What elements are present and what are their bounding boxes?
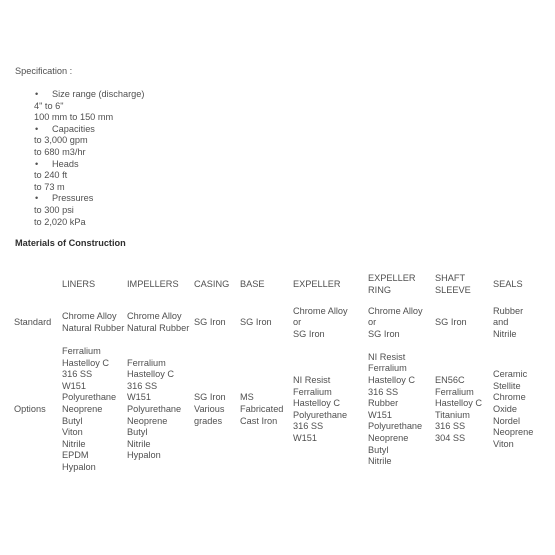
spec-item-value: to 73 m xyxy=(34,181,65,192)
cell-line: Chrome Alloy xyxy=(62,311,117,322)
cell-line: SG Iron xyxy=(435,317,467,328)
cell-line: Stellite xyxy=(493,380,521,391)
table-header-row xyxy=(14,270,546,300)
column-header-label: EXPELLER RING xyxy=(368,273,416,295)
cell-line: SG Iron xyxy=(368,328,400,339)
spec-item xyxy=(34,159,334,194)
cell-line: W151 xyxy=(127,392,152,403)
cell-line: W151 xyxy=(293,432,318,443)
table-cell xyxy=(127,346,194,474)
cell-line: Butyl xyxy=(368,444,389,455)
spec-item-value: to 300 psi xyxy=(34,204,74,215)
cell-line: SG Iron xyxy=(194,392,226,403)
cell-line: and xyxy=(493,317,509,328)
column-header: CASING xyxy=(194,279,230,290)
spec-item xyxy=(34,89,334,124)
bullet-icon: • xyxy=(35,158,39,169)
cell-line: Nitrile xyxy=(368,456,392,467)
cell-line: Titanium xyxy=(435,409,470,420)
table-cell xyxy=(493,346,546,474)
cell-line: Ferralium xyxy=(368,363,407,374)
cell-line: Hastelloy C xyxy=(435,398,482,409)
materials-table xyxy=(14,270,546,474)
cell-line: SG Iron xyxy=(293,328,325,339)
specification-label: Specification : xyxy=(15,66,73,76)
cell-line: SG Iron xyxy=(240,317,272,328)
cell-line: Hastelloy C xyxy=(368,374,415,385)
cell-line: NI Resist xyxy=(368,351,406,362)
cell-line: MS xyxy=(240,392,254,403)
cell-line: Neoprene xyxy=(493,427,534,438)
table-cell xyxy=(368,346,435,474)
cell-line: Cast Iron xyxy=(240,415,278,426)
spec-item-value: to 680 m3/hr xyxy=(34,146,86,157)
column-header xyxy=(368,270,435,300)
cell-line: Butyl xyxy=(62,415,83,426)
spec-item xyxy=(34,193,334,228)
cell-line: Oxide xyxy=(493,403,518,414)
cell-line: Neoprene xyxy=(62,403,103,414)
table-cell xyxy=(194,300,240,346)
materials-heading: Materials of Construction xyxy=(15,238,126,248)
cell-line: Rubber xyxy=(493,305,524,316)
cell-line: or xyxy=(368,317,377,328)
table-row xyxy=(14,300,546,346)
spec-item-label: Pressures xyxy=(52,193,94,204)
cell-line: 316 SS xyxy=(62,369,93,380)
cell-line: Hypalon xyxy=(62,461,96,472)
spec-item-label: Capacities xyxy=(52,123,95,134)
spec-item-value: to 3,000 gpm xyxy=(34,135,88,146)
spec-item xyxy=(34,124,334,159)
column-header-label: SHAFT SLEEVE xyxy=(435,273,471,295)
table-cell xyxy=(62,346,127,474)
table-cell xyxy=(127,300,194,346)
column-header: BASE xyxy=(240,279,265,290)
row-label: Standard xyxy=(14,317,52,328)
cell-line: Rubber xyxy=(368,398,399,409)
cell-line: or xyxy=(293,317,302,328)
cell-line: Hastelloy C xyxy=(293,398,340,409)
table-cell xyxy=(62,300,127,346)
cell-line: Chrome xyxy=(493,392,526,403)
specification-list xyxy=(34,89,334,228)
cell-line: Ceramic xyxy=(493,369,528,380)
cell-line: Chrome Alloy xyxy=(368,305,423,316)
cell-line: Neoprene xyxy=(368,432,409,443)
cell-line: Nitrile xyxy=(127,438,151,449)
cell-line: 316 SS xyxy=(127,380,158,391)
cell-line: Hastelloy C xyxy=(127,369,174,380)
column-header: EXPELLER xyxy=(293,279,341,290)
column-header: LINERS xyxy=(62,279,96,290)
cell-line: Various xyxy=(194,403,225,414)
bullet-icon: • xyxy=(35,89,39,99)
cell-line: Natural Rubber xyxy=(62,323,125,333)
table-cell xyxy=(240,346,293,474)
cell-line: Natural Rubber xyxy=(127,323,190,333)
spec-item-value: to 2,020 kPa xyxy=(34,216,86,227)
cell-line: Ferralium xyxy=(435,386,474,397)
column-header: SEALS xyxy=(493,279,523,290)
row-label: Options xyxy=(14,403,46,414)
cell-line: Chrome Alloy xyxy=(293,305,348,316)
table-cell xyxy=(293,300,368,346)
spec-item-label: Size range (discharge) xyxy=(52,89,145,99)
cell-line: Ferralium xyxy=(62,346,101,356)
table-cell xyxy=(368,300,435,346)
cell-line: 316 SS xyxy=(435,421,466,432)
cell-line: Ferralium xyxy=(127,357,166,368)
spec-item-value: to 240 ft xyxy=(34,170,68,181)
table-cell xyxy=(493,300,546,346)
cell-line: Nitrile xyxy=(62,438,86,449)
bullet-icon: • xyxy=(35,123,39,134)
cell-line: 316 SS xyxy=(293,421,324,432)
table-cell xyxy=(240,300,293,346)
cell-line: EPDM xyxy=(62,450,89,461)
cell-line: Polyurethane xyxy=(293,409,348,420)
spec-item-label: Heads xyxy=(52,158,79,169)
column-header xyxy=(14,270,62,300)
cell-line: Polyurethane xyxy=(368,421,423,432)
cell-line: 316 SS xyxy=(368,386,399,397)
table-cell xyxy=(293,346,368,474)
cell-line: Polyurethane xyxy=(62,392,117,403)
cell-line: Hastelloy C xyxy=(62,357,109,368)
table-row xyxy=(14,346,546,474)
cell-line: Chrome Alloy xyxy=(127,311,182,322)
cell-line: EN56C xyxy=(435,374,465,385)
cell-line: Nordel xyxy=(493,415,521,426)
cell-line: NI Resist xyxy=(293,374,331,385)
cell-line: grades xyxy=(194,415,223,426)
cell-line: W151 xyxy=(368,409,393,420)
table-cell xyxy=(435,300,493,346)
table-cell xyxy=(194,346,240,474)
cell-line: Hypalon xyxy=(127,450,161,461)
table-cell xyxy=(435,346,493,474)
spec-item-value: 100 mm to 150 mm xyxy=(34,112,114,123)
column-header xyxy=(435,270,493,300)
cell-line: Polyurethane xyxy=(127,403,182,414)
cell-line: Neoprene xyxy=(127,415,168,426)
bullet-icon: • xyxy=(35,193,39,204)
cell-line: Ferralium xyxy=(293,386,332,397)
spec-item-value: 4" to 6" xyxy=(34,100,64,111)
column-header: IMPELLERS xyxy=(127,279,179,290)
cell-line: Butyl xyxy=(127,427,148,438)
cell-line: W151 xyxy=(62,380,87,391)
cell-line: Nitrile xyxy=(493,328,517,339)
cell-line: Fabricated xyxy=(240,403,284,414)
cell-line: 304 SS xyxy=(435,432,466,443)
cell-line: SG Iron xyxy=(194,317,226,328)
cell-line: Viton xyxy=(493,438,514,449)
cell-line: Viton xyxy=(62,427,83,438)
